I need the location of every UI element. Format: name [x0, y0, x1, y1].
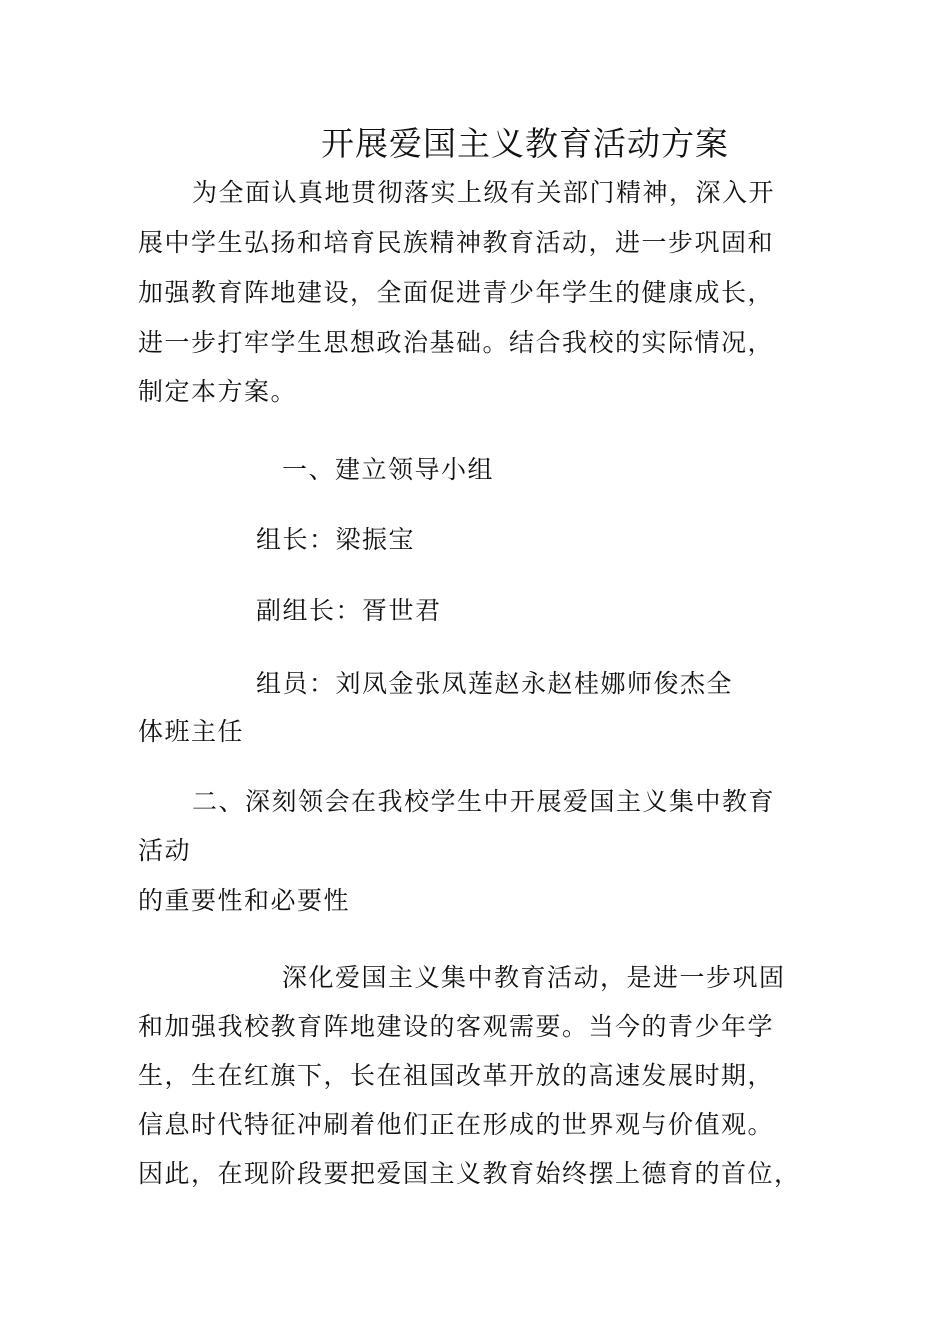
intro-line-3: 加强教育阵地建设，全面促进青少年学生的健康成长，: [138, 278, 775, 307]
intro-line-5: 制定本方案。: [138, 377, 298, 406]
intro-line-1: 为全面认真地贯彻落实上级有关部门精神，深入开: [192, 178, 776, 207]
group-members-line-1: 组员：刘凤金张凤莲赵永赵桂娜师俊杰全: [256, 669, 734, 698]
section2-heading-line-3: 的重要性和必要性: [138, 886, 351, 915]
section2-body-line-4: 信息时代特征冲刷着他们正在形成的世界观与价值观。: [138, 1110, 775, 1139]
section2-heading-line-1: 二、深刻领会在我校学生中开展爱国主义集中教育: [192, 787, 776, 816]
section2-heading-line-2: 活动: [138, 836, 192, 865]
group-members-line-2: 体班主任: [138, 717, 245, 746]
section2-body-line-1: 深化爱国主义集中教育活动，是进一步巩固: [282, 963, 786, 992]
intro-line-4: 进一步打牢学生思想政治基础。结合我校的实际情况，: [138, 328, 775, 357]
section1-heading: 一、建立领导小组: [282, 455, 495, 484]
intro-line-2: 展中学生弘扬和培育民族精神教育活动，进一步巩固和: [138, 228, 775, 257]
document-title: 开展爱国主义教育活动方案: [321, 124, 729, 164]
group-deputy: 副组长：胥世君: [256, 596, 442, 625]
section2-body-line-5: 因此，在现阶段要把爱国主义教育始终摆上德育的首位，: [138, 1159, 801, 1188]
section2-body-line-3: 生，生在红旗下，长在祖国改革开放的高速发展时期，: [138, 1061, 775, 1090]
section2-body-line-2: 和加强我校教育阵地建设的客观需要。当今的青少年学: [138, 1012, 775, 1041]
group-leader: 组长：梁振宝: [256, 525, 416, 554]
